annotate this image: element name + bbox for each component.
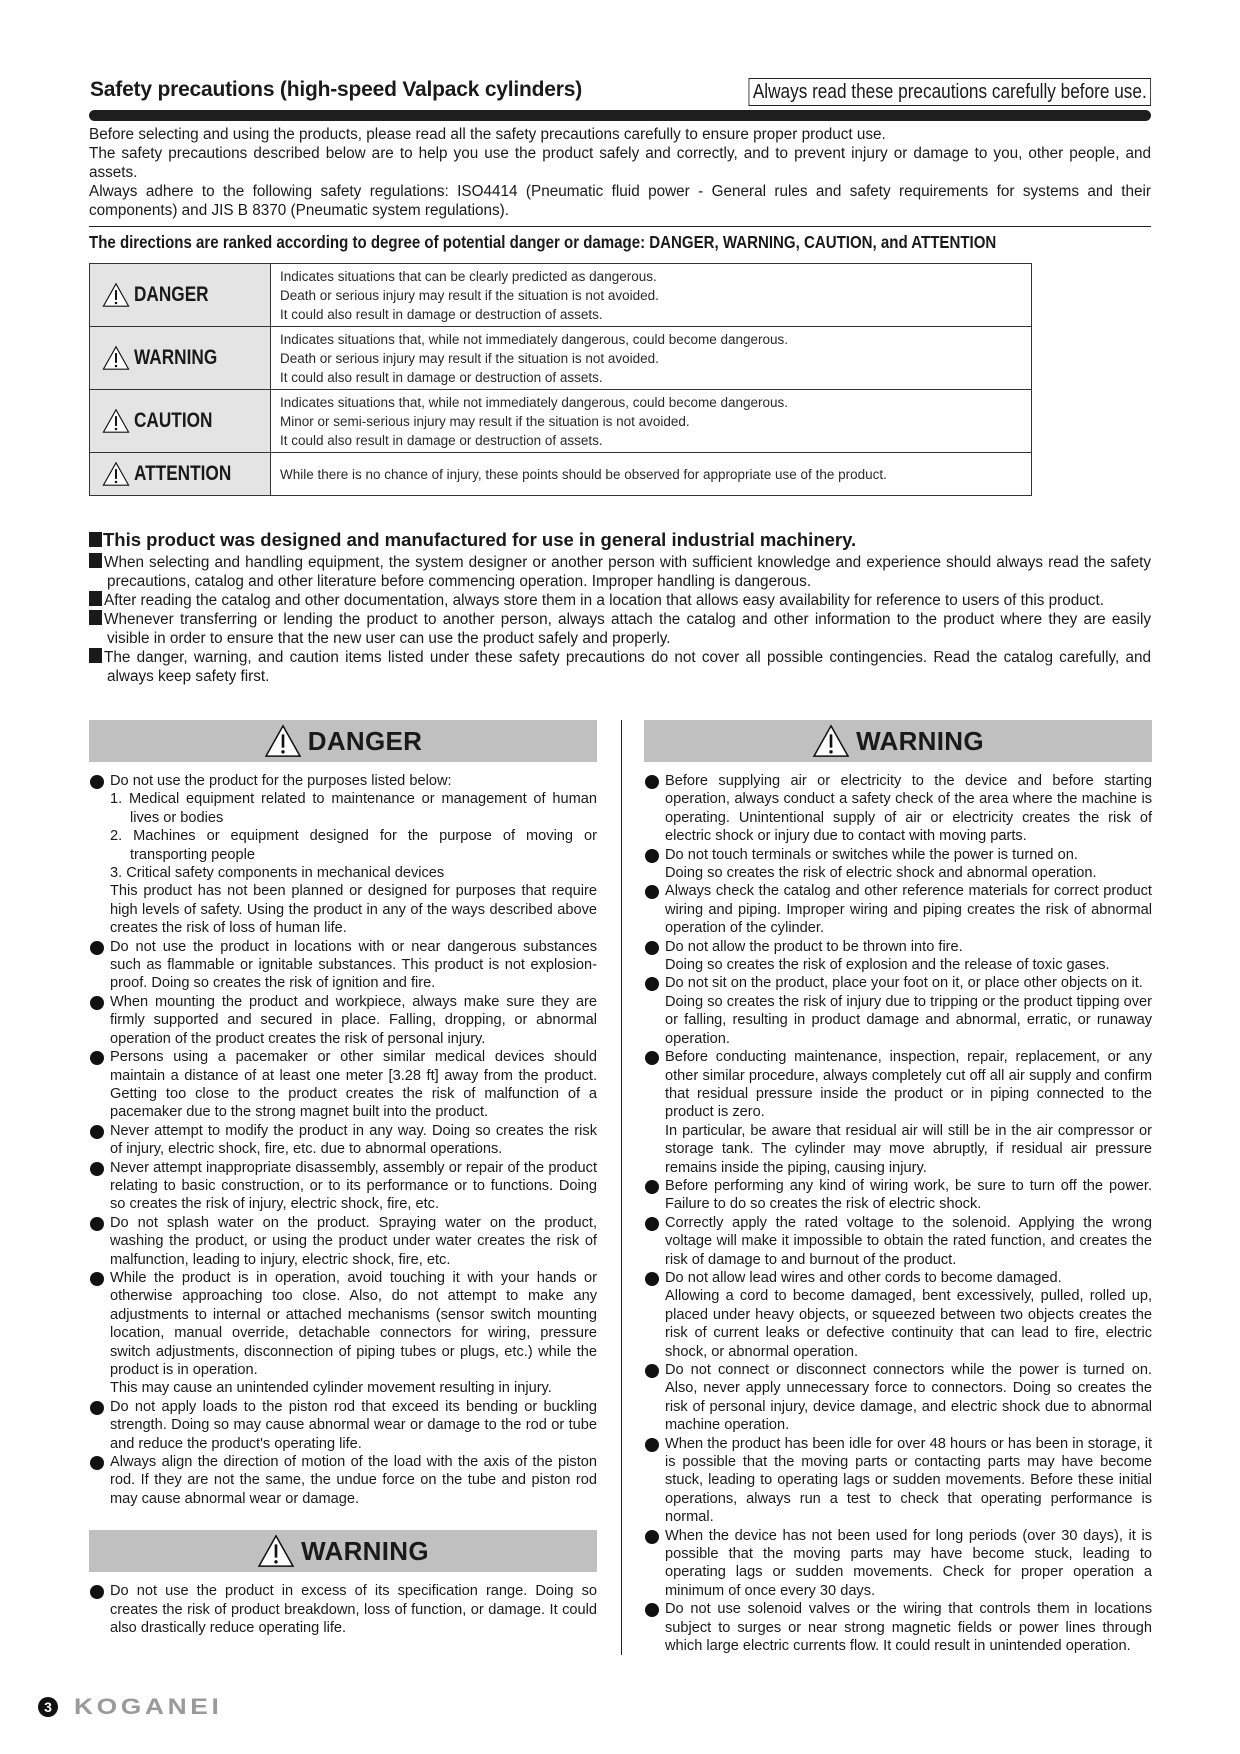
left-column xyxy=(89,720,597,1637)
danger-item: Always align the direction of motion of the load with the axis of the piston rod. If they are not the same, the undue force on the tube and piston rod may cause abnormal wear or damage. xyxy=(89,1453,597,1508)
bullet-icon xyxy=(90,1585,104,1599)
intro-paragraph: Always adhere to the following safety regulations: ISO4414 (Pneumatic fluid power - General rules and safety requirements for systems and their components) and JIS B 8370 (Pneumatic system regulations). xyxy=(89,183,1151,219)
warning-triangle-icon xyxy=(812,724,850,758)
intro-paragraph: The safety precautions described below are to help you use the product safely and correctly, and to prevent injury or damage to you, other people, and assets. xyxy=(89,145,1151,181)
bullet-icon xyxy=(645,1180,659,1194)
square-bullet-icon xyxy=(89,591,102,606)
square-bullet-icon xyxy=(89,553,102,568)
right-column xyxy=(644,720,1152,1656)
warning-items xyxy=(89,1582,597,1637)
warning-section-header xyxy=(644,720,1152,762)
brand-logo: KOGANEI xyxy=(74,1694,223,1719)
danger-item: Do not use the product in locations with or near dangerous substances such as flammable or ignitable substances. This product is not explosion-proof. Doing so creates the risk of ignition and fire. xyxy=(89,938,597,993)
page-header xyxy=(89,74,1151,108)
level-description-cell xyxy=(271,453,1032,496)
page-number: 3 xyxy=(38,1697,58,1717)
bullet-icon xyxy=(645,775,659,789)
level-description-line: While there is no chance of injury, these points should be observed for appropriate use of the product. xyxy=(280,466,887,482)
bullet-icon xyxy=(645,941,659,955)
bullet-icon xyxy=(645,1051,659,1065)
danger-section-title: DANGER xyxy=(307,725,423,756)
hazard-level-row xyxy=(90,453,1032,496)
hazard-level-row xyxy=(90,327,1032,390)
bullet-icon xyxy=(90,996,104,1010)
level-description-cell xyxy=(271,390,1032,453)
level-label-cell xyxy=(90,453,271,496)
warning-section-title: WARNING xyxy=(856,725,984,756)
danger-item: Do not apply loads to the piston rod that exceed its bending or buckling strength. Doing so may cause abnormal wear or damage to the rod or tube and reduce the product's operating life. xyxy=(89,1398,597,1453)
warning-item: Before performing any kind of wiring work, be sure to turn off the power. Failure to do so creates the risk of electric shock. xyxy=(644,1177,1152,1214)
danger-item: Persons using a pacemaker or other similar medical devices should maintain a distance of at least one meter [3.28 ft] away from the product. Getting too close to the product creates the risk of malfunction of a pacemaker due to the strong magnet built into the product. xyxy=(89,1048,597,1122)
bullet-icon xyxy=(645,977,659,991)
notice-heading: This product was designed and manufactured for use in general industrial machinery. xyxy=(89,530,1151,549)
level-name: DANGER xyxy=(134,283,209,306)
warning-item: Do not sit on the product, place your foot on it, or place other objects on it. Doing so creates the risk of injury due to tripping or the product tipping over or falling, resulting in product damage and abnormal, erratic, or runaway operation. xyxy=(644,974,1152,1048)
bullet-icon xyxy=(645,1272,659,1286)
bullet-icon xyxy=(90,1125,104,1139)
bullet-icon xyxy=(645,1530,659,1544)
bullet-icon xyxy=(645,1364,659,1378)
level-name: ATTENTION xyxy=(134,462,232,485)
square-bullet-icon xyxy=(89,648,102,663)
page-title: Safety precautions (high-speed Valpack cylinders) xyxy=(90,78,583,101)
level-description-line: It could also result in damage or destruction of assets. xyxy=(280,369,603,385)
warning-triangle-icon xyxy=(102,460,130,488)
danger-item: When mounting the product and workpiece, always make sure they are firmly supported and secured in place. Falling, dropping, or abnormal operation of the product creates the risk of personal injury. xyxy=(89,993,597,1048)
hazard-level-row xyxy=(90,264,1032,327)
level-description-line: Death or serious injury may result if the situation is not avoided. xyxy=(280,350,659,366)
bullet-icon xyxy=(90,1456,104,1470)
warning-item: Do not connect or disconnect connectors while the power is turned on. Also, never apply unnecessary force to connectors. Doing so creates the risk of personal injury, device damage, and electric shock due to abnormal machine operation. xyxy=(644,1361,1152,1435)
prohibited-uses-list xyxy=(110,790,597,882)
bullet-icon xyxy=(90,1051,104,1065)
bullet-icon xyxy=(90,775,104,789)
level-description-cell xyxy=(271,327,1032,390)
warning-item: Do not allow lead wires and other cords to become damaged. Allowing a cord to become damaged, bent excessively, pulled, rolled up, placed under heavy objects, or squeezed between two objects creates the risk of current leaks or defective continuity that can lead to fire, electric shock, or abnormal operation. xyxy=(644,1269,1152,1361)
warning-items xyxy=(644,772,1152,1656)
bullet-icon xyxy=(90,1272,104,1286)
danger-item: Do not splash water on the product. Spraying water on the product, washing the product, or using the product under water creates the risk of malfunction, leading to injury, electric shock, fire, etc. xyxy=(89,1214,597,1269)
usage-notices xyxy=(89,530,1151,686)
danger-item: Never attempt to modify the product in any way. Doing so creates the risk of injury, electric shock, fire, etc. due to abnormal operations. xyxy=(89,1122,597,1159)
danger-item: Never attempt inappropriate disassembly, assembly or repair of the product relating to basic construction, or to its performance or to functions. Doing so creates the risk of injury, electric shock, fire, etc. xyxy=(89,1159,597,1214)
danger-items xyxy=(89,772,597,1508)
notice-item: When selecting and handling equipment, the system designer or another person with sufficient knowledge and experience should always read the safety precautions, catalog and other literature before commencing operation. Improper handling is dangerous. xyxy=(89,553,1151,591)
warning-item: Do not use the product in excess of its specification range. Doing so creates the risk of product breakdown, loss of function, or damage. It could also drastically reduce operating life. xyxy=(89,1582,597,1637)
prohibited-use: 1. Medical equipment related to maintenance or management of human lives or bodies xyxy=(110,791,597,826)
warning-triangle-icon xyxy=(102,344,130,372)
warning-item: Do not use solenoid valves or the wiring that controls them in locations subject to surges or near strong magnetic fields or power lines through which large electric currents flow. It could result in unintended operation. xyxy=(644,1600,1152,1655)
warning-item: Before supplying air or electricity to the device and before starting operation, always conduct a safety check of the area where the machine is operating. Unintentional supply of air or electricity creates the risk of electric shock or injury due to contact with moving parts. xyxy=(644,772,1152,846)
level-name: WARNING xyxy=(134,346,218,369)
warning-item: When the product has been idle for over 48 hours or has been in storage, it is possible that the moving parts or contacting parts may have become stuck, leading to operating lags or sudden movements. Before these initial operations, always run a test to check that operating performance is normal. xyxy=(644,1435,1152,1527)
column-divider xyxy=(621,720,622,1655)
intro-paragraph: Before selecting and using the products, please read all the safety precautions carefully to ensure proper product use. xyxy=(89,126,886,143)
warning-item: Correctly apply the rated voltage to the solenoid. Applying the wrong voltage will make it impossible to obtain the rated function, and creates the risk of damage to and burnout of the product. xyxy=(644,1214,1152,1269)
warning-item: When the device has not been used for long periods (over 30 days), it is possible that the moving parts may have become stuck, leading to operating lags or sudden movements. Check for proper operation a minimum of once every 30 days. xyxy=(644,1527,1152,1601)
divider xyxy=(89,226,1151,227)
page-footer xyxy=(38,1694,223,1720)
warning-item: Before conducting maintenance, inspection, repair, replacement, or any other similar procedure, always completely cut off all air supply and confirm that residual pressure inside the product or in piping connected to the product is zero. In particular, be aware that residual air will still be in the air compressor or storage tank. The cylinder may move abruptly, if residual air pressure remains inside the piping, causing injury. xyxy=(644,1048,1152,1177)
level-label-cell xyxy=(90,390,271,453)
prohibited-use: 3. Critical safety components in mechanical devices xyxy=(110,865,445,882)
notice-item: Whenever transferring or lending the product to another person, always attach the catalog and other information to the product where they are easily visible in order to ensure that the new user can use the product safely and properly. xyxy=(89,610,1151,648)
level-description-line: Indicates situations that, while not immediately dangerous, could become dangerous. xyxy=(280,394,789,410)
bullet-icon xyxy=(90,941,104,955)
warning-triangle-icon xyxy=(264,724,302,758)
bullet-icon xyxy=(645,849,659,863)
warning-section-header xyxy=(89,1530,597,1572)
danger-item: Do not use the product for the purposes listed below: 1. Medical equipment related to maintenance or management of human lives or bodies 2. Machines or equipment designed for the purpose of moving or transporting people 3. Critical safety components in mechanical devices This product has not been planned or designed for purposes that require high levels of safety. Using the product in any of the ways described above creates the risk of loss of human life. xyxy=(89,772,597,938)
hazard-level-row xyxy=(90,390,1032,453)
square-bullet-icon xyxy=(89,610,102,625)
notice-item: After reading the catalog and other documentation, always store them in a location that allows easy availability for reference to users of this product. xyxy=(89,591,1151,610)
bullet-icon xyxy=(645,1603,659,1617)
warning-section-title: WARNING xyxy=(301,1535,429,1566)
intro-text xyxy=(89,125,1151,220)
warning-item: Do not touch terminals or switches while the power is turned on. Doing so creates the risk of electric shock and abnormal operation. xyxy=(644,846,1152,883)
square-bullet-icon xyxy=(89,532,102,547)
warning-triangle-icon xyxy=(102,281,130,309)
notice-item: The danger, warning, and caution items listed under these safety precautions do not cover all possible contingencies. Read the catalog carefully, and always keep safety first. xyxy=(89,648,1151,686)
hazard-level-table xyxy=(89,263,1032,496)
level-name: CAUTION xyxy=(134,409,213,432)
level-label-cell xyxy=(90,264,271,327)
bullet-icon xyxy=(90,1217,104,1231)
level-description-cell xyxy=(271,264,1032,327)
bullet-icon xyxy=(645,1438,659,1452)
warning-item: Do not allow the product to be thrown into fire. Doing so creates the risk of explosion and the release of toxic gases. xyxy=(644,938,1152,975)
level-label-cell xyxy=(90,327,271,390)
bullet-icon xyxy=(645,1217,659,1231)
bullet-icon xyxy=(645,885,659,899)
bullet-icon xyxy=(90,1162,104,1176)
level-description-line: It could also result in damage or destruction of assets. xyxy=(280,432,603,448)
level-description-line: Death or serious injury may result if the situation is not avoided. xyxy=(280,287,659,303)
warning-triangle-icon xyxy=(257,1534,295,1568)
level-description-line: Minor or semi-serious injury may result if the situation is not avoided. xyxy=(280,413,690,429)
level-description-line: It could also result in damage or destruction of assets. xyxy=(280,306,603,322)
danger-item: While the product is in operation, avoid touching it with your hands or otherwise approaching too close. Also, do not attempt to make any adjustments to internal or attached mechanisms (sensor switch mounting location, manual override, detachable connectors for wiring, pressure switch adjustments, disconnection of piping tubes or plugs, etc.) while the product is in operation. This may cause an unintended cylinder movement resulting in injury. xyxy=(89,1269,597,1398)
read-carefully-note: Always read these precautions carefully before use. xyxy=(748,78,1151,106)
level-description-line: Indicates situations that, while not immediately dangerous, could become dangerous. xyxy=(280,331,789,347)
warning-item: Always check the catalog and other reference materials for correct product wiring and piping. Improper wiring and piping creates the risk of abnormal operation of the cylinder. xyxy=(644,882,1152,937)
header-rule-bar xyxy=(89,110,1151,121)
bullet-icon xyxy=(90,1401,104,1415)
warning-triangle-icon xyxy=(102,407,130,435)
ranking-heading: The directions are ranked according to degree of potential danger or damage: DANGER, WARNING, CAUTION, and ATTENTION xyxy=(89,232,997,252)
prohibited-use: 2. Machines or equipment designed for the purpose of moving or transporting people xyxy=(110,828,597,863)
danger-section-header xyxy=(89,720,597,762)
level-description-line: Indicates situations that can be clearly predicted as dangerous. xyxy=(280,268,657,284)
